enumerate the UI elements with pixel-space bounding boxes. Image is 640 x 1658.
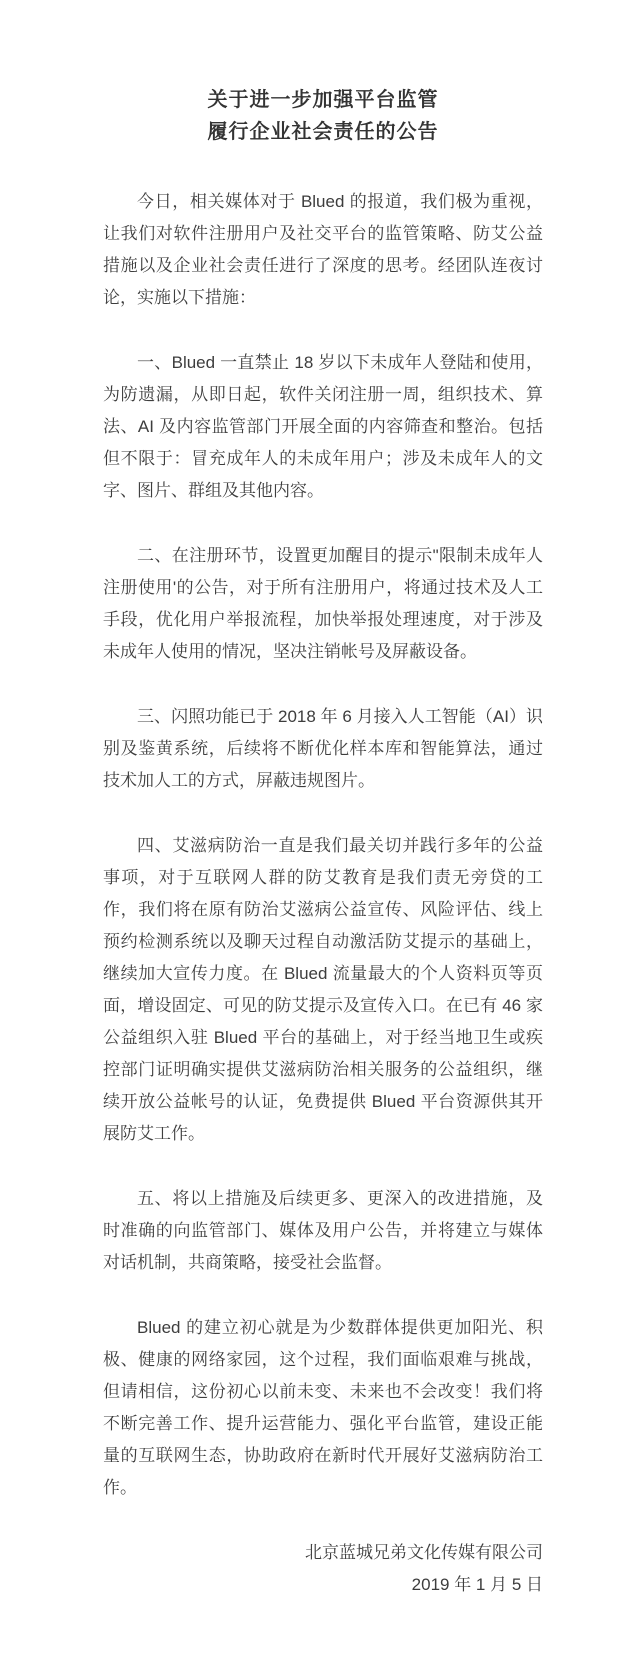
measure-3-paragraph: 三、闪照功能已于 2018 年 6 月接入人工智能（AI）识别及鉴黄系统，后续将不断优化样本库和智能算法，通过技术加人工的方式，屏蔽违规图片。 bbox=[103, 707, 543, 790]
measure-2-paragraph: 二、在注册环节，设置更加醒目的提示"限制未成年人注册使用'的公告，对于所有注册用户，将通过技术及人工手段，优化用户举报流程，加快举报处理速度，对于涉及未成年人使用的情况，坚决注销帐号及屏蔽设备。 bbox=[103, 546, 543, 661]
closing-paragraph: Blued 的建立初心就是为少数群体提供更加阳光、积极、健康的网络家园，这个过程，我们面临艰难与挑战，但请相信，这份初心以前未变、未来也不会改变！我们将不断完善工作、提升运营能力、强化平台监管，建设正能量的互联网生态，协助政府在新时代开展好艾滋病防治工作。 bbox=[103, 1318, 543, 1497]
document-title-line-2: 履行企业社会责任的公告 bbox=[207, 121, 439, 143]
intro-paragraph: 今日，相关媒体对于 Blued 的报道，我们极为重视，让我们对软件注册用户及社交平台的监管策略、防艾公益措施以及企业社会责任进行了深度的思考。经团队连夜讨论，实施以下措施： bbox=[103, 192, 543, 307]
document-title-line-1: 关于进一步加强平台监管 bbox=[207, 89, 439, 111]
signature-company-name: 北京蓝城兄弟文化传媒有限公司 bbox=[305, 1543, 543, 1562]
signature-date: 2019 年 1 月 5 日 bbox=[411, 1575, 543, 1594]
document-content bbox=[103, 84, 543, 1601]
document-title bbox=[103, 84, 543, 148]
measure-5-paragraph: 五、将以上措施及后续更多、更深入的改进措施，及时准确的向监管部门、媒体及用户公告，并将建立与媒体对话机制，共商策略，接受社会监督。 bbox=[103, 1189, 543, 1272]
signature-block bbox=[103, 1537, 543, 1601]
measure-1-paragraph: 一、Blued 一直禁止 18 岁以下未成年人登陆和使用，为防遗漏，从即日起，软件关闭注册一周，组织技术、算法、AI 及内容监管部门开展全面的内容筛查和整治。包括但不限于：冒充成年人的未成年用户；涉及未成年人的文字、图片、群组及其他内容。 bbox=[103, 353, 543, 500]
measure-4-paragraph: 四、艾滋病防治一直是我们最关切并践行多年的公益事项，对于互联网人群的防艾教育是我们责无旁贷的工作，我们将在原有防治艾滋病公益宣传、风险评估、线上预约检测系统以及聊天过程自动激活防艾提示的基础上，继续加大宣传力度。在 Blued 流量最大的个人资料页等页面，增设固定、可见的防艾提示及宣传入口。在已有 46 家公益组织入驻 Blued 平台的基础上，对于经当地卫生或疾控部门证明确实提供艾滋病防治相关服务的公益组织，继续开放公益帐号的认证，免费提供 Blued 平台资源供其开展防艾工作。 bbox=[103, 836, 543, 1143]
